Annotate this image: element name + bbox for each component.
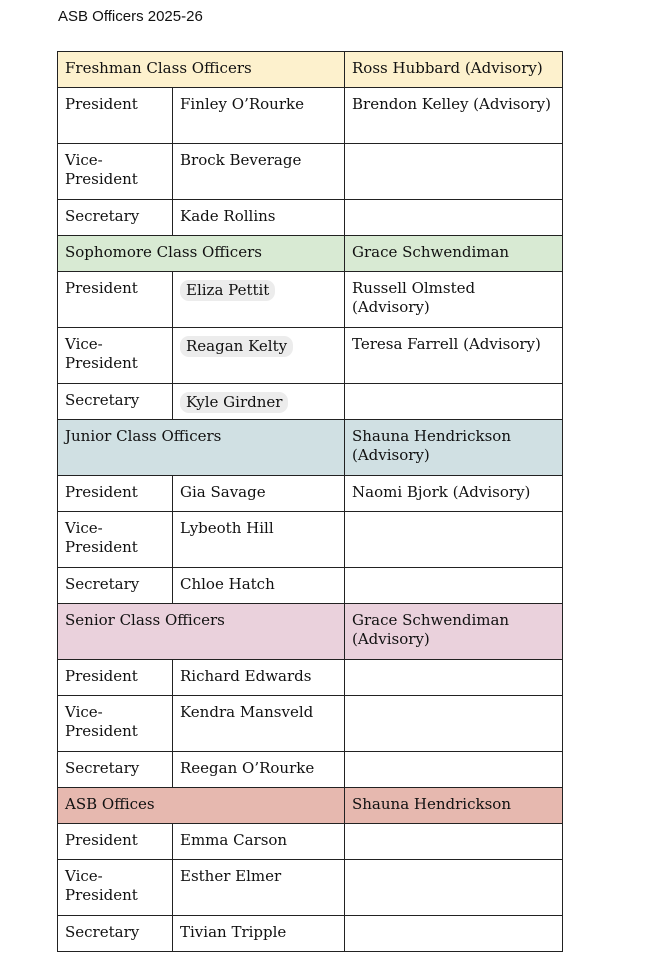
role-cell: President	[58, 660, 173, 696]
officers-table	[57, 51, 563, 952]
section-heading: Junior Class Officers	[58, 420, 345, 476]
name-cell: Richard Edwards	[173, 660, 345, 696]
section-header-senior	[58, 604, 563, 660]
person-chip[interactable]: Kyle Girdner	[180, 392, 288, 413]
table-row	[58, 696, 563, 752]
table-row	[58, 568, 563, 604]
role-cell: Secretary	[58, 200, 173, 236]
section-advisor: Shauna Hendrickson	[345, 788, 563, 824]
role-cell: President	[58, 824, 173, 860]
role-cell: Vice-President	[58, 512, 173, 568]
role-cell: President	[58, 272, 173, 328]
note-cell	[345, 860, 563, 916]
section-heading: Sophomore Class Officers	[58, 236, 345, 272]
table-row	[58, 200, 563, 236]
role-cell: Vice-President	[58, 144, 173, 200]
name-cell: Esther Elmer	[173, 860, 345, 916]
name-cell: Kendra Mansveld	[173, 696, 345, 752]
table-row	[58, 916, 563, 952]
section-header-sophomore	[58, 236, 563, 272]
table-row	[58, 384, 563, 420]
table-row	[58, 512, 563, 568]
note-cell	[345, 752, 563, 788]
person-chip[interactable]: Eliza Pettit	[180, 280, 275, 301]
section-advisor: Ross Hubbard (Advisory)	[345, 52, 563, 88]
table-row	[58, 144, 563, 200]
name-cell: Brock Beverage	[173, 144, 345, 200]
role-cell: Vice-President	[58, 328, 173, 384]
table-row	[58, 824, 563, 860]
name-cell: Gia Savage	[173, 476, 345, 512]
role-cell: Vice-President	[58, 860, 173, 916]
table-row	[58, 328, 563, 384]
person-chip[interactable]: Reagan Kelty	[180, 336, 293, 357]
section-heading: Senior Class Officers	[58, 604, 345, 660]
table-row	[58, 752, 563, 788]
role-cell: Vice-President	[58, 696, 173, 752]
name-cell: Tivian Tripple	[173, 916, 345, 952]
note-cell	[345, 916, 563, 952]
section-advisor: Grace Schwendiman (Advisory)	[345, 604, 563, 660]
note-cell	[345, 384, 563, 420]
name-cell	[173, 272, 345, 328]
table-row	[58, 660, 563, 696]
name-cell	[173, 384, 345, 420]
note-cell	[345, 660, 563, 696]
section-heading: ASB Offices	[58, 788, 345, 824]
note-cell	[345, 824, 563, 860]
name-cell: Reegan O’Rourke	[173, 752, 345, 788]
table-row	[58, 860, 563, 916]
section-header-asb	[58, 788, 563, 824]
note-cell	[345, 568, 563, 604]
role-cell: Secretary	[58, 384, 173, 420]
role-cell: Secretary	[58, 916, 173, 952]
role-cell: Secretary	[58, 568, 173, 604]
role-cell: President	[58, 476, 173, 512]
note-cell: Teresa Farrell (Advisory)	[345, 328, 563, 384]
note-cell	[345, 512, 563, 568]
name-cell: Lybeoth Hill	[173, 512, 345, 568]
role-cell: Secretary	[58, 752, 173, 788]
section-heading: Freshman Class Officers	[58, 52, 345, 88]
name-cell: Finley O’Rourke	[173, 88, 345, 144]
section-advisor: Grace Schwendiman	[345, 236, 563, 272]
note-cell: Russell Olmsted (Advisory)	[345, 272, 563, 328]
note-cell: Brendon Kelley (Advisory)	[345, 88, 563, 144]
name-cell	[173, 328, 345, 384]
section-advisor: Shauna Hendrickson (Advisory)	[345, 420, 563, 476]
document-title: ASB Officers 2025-26	[58, 8, 203, 25]
table-row	[58, 272, 563, 328]
role-cell: President	[58, 88, 173, 144]
section-header-freshman	[58, 52, 563, 88]
note-cell	[345, 144, 563, 200]
table-row	[58, 88, 563, 144]
note-cell	[345, 200, 563, 236]
note-cell: Naomi Bjork (Advisory)	[345, 476, 563, 512]
table-row	[58, 476, 563, 512]
name-cell: Emma Carson	[173, 824, 345, 860]
section-header-junior	[58, 420, 563, 476]
name-cell: Kade Rollins	[173, 200, 345, 236]
name-cell: Chloe Hatch	[173, 568, 345, 604]
note-cell	[345, 696, 563, 752]
